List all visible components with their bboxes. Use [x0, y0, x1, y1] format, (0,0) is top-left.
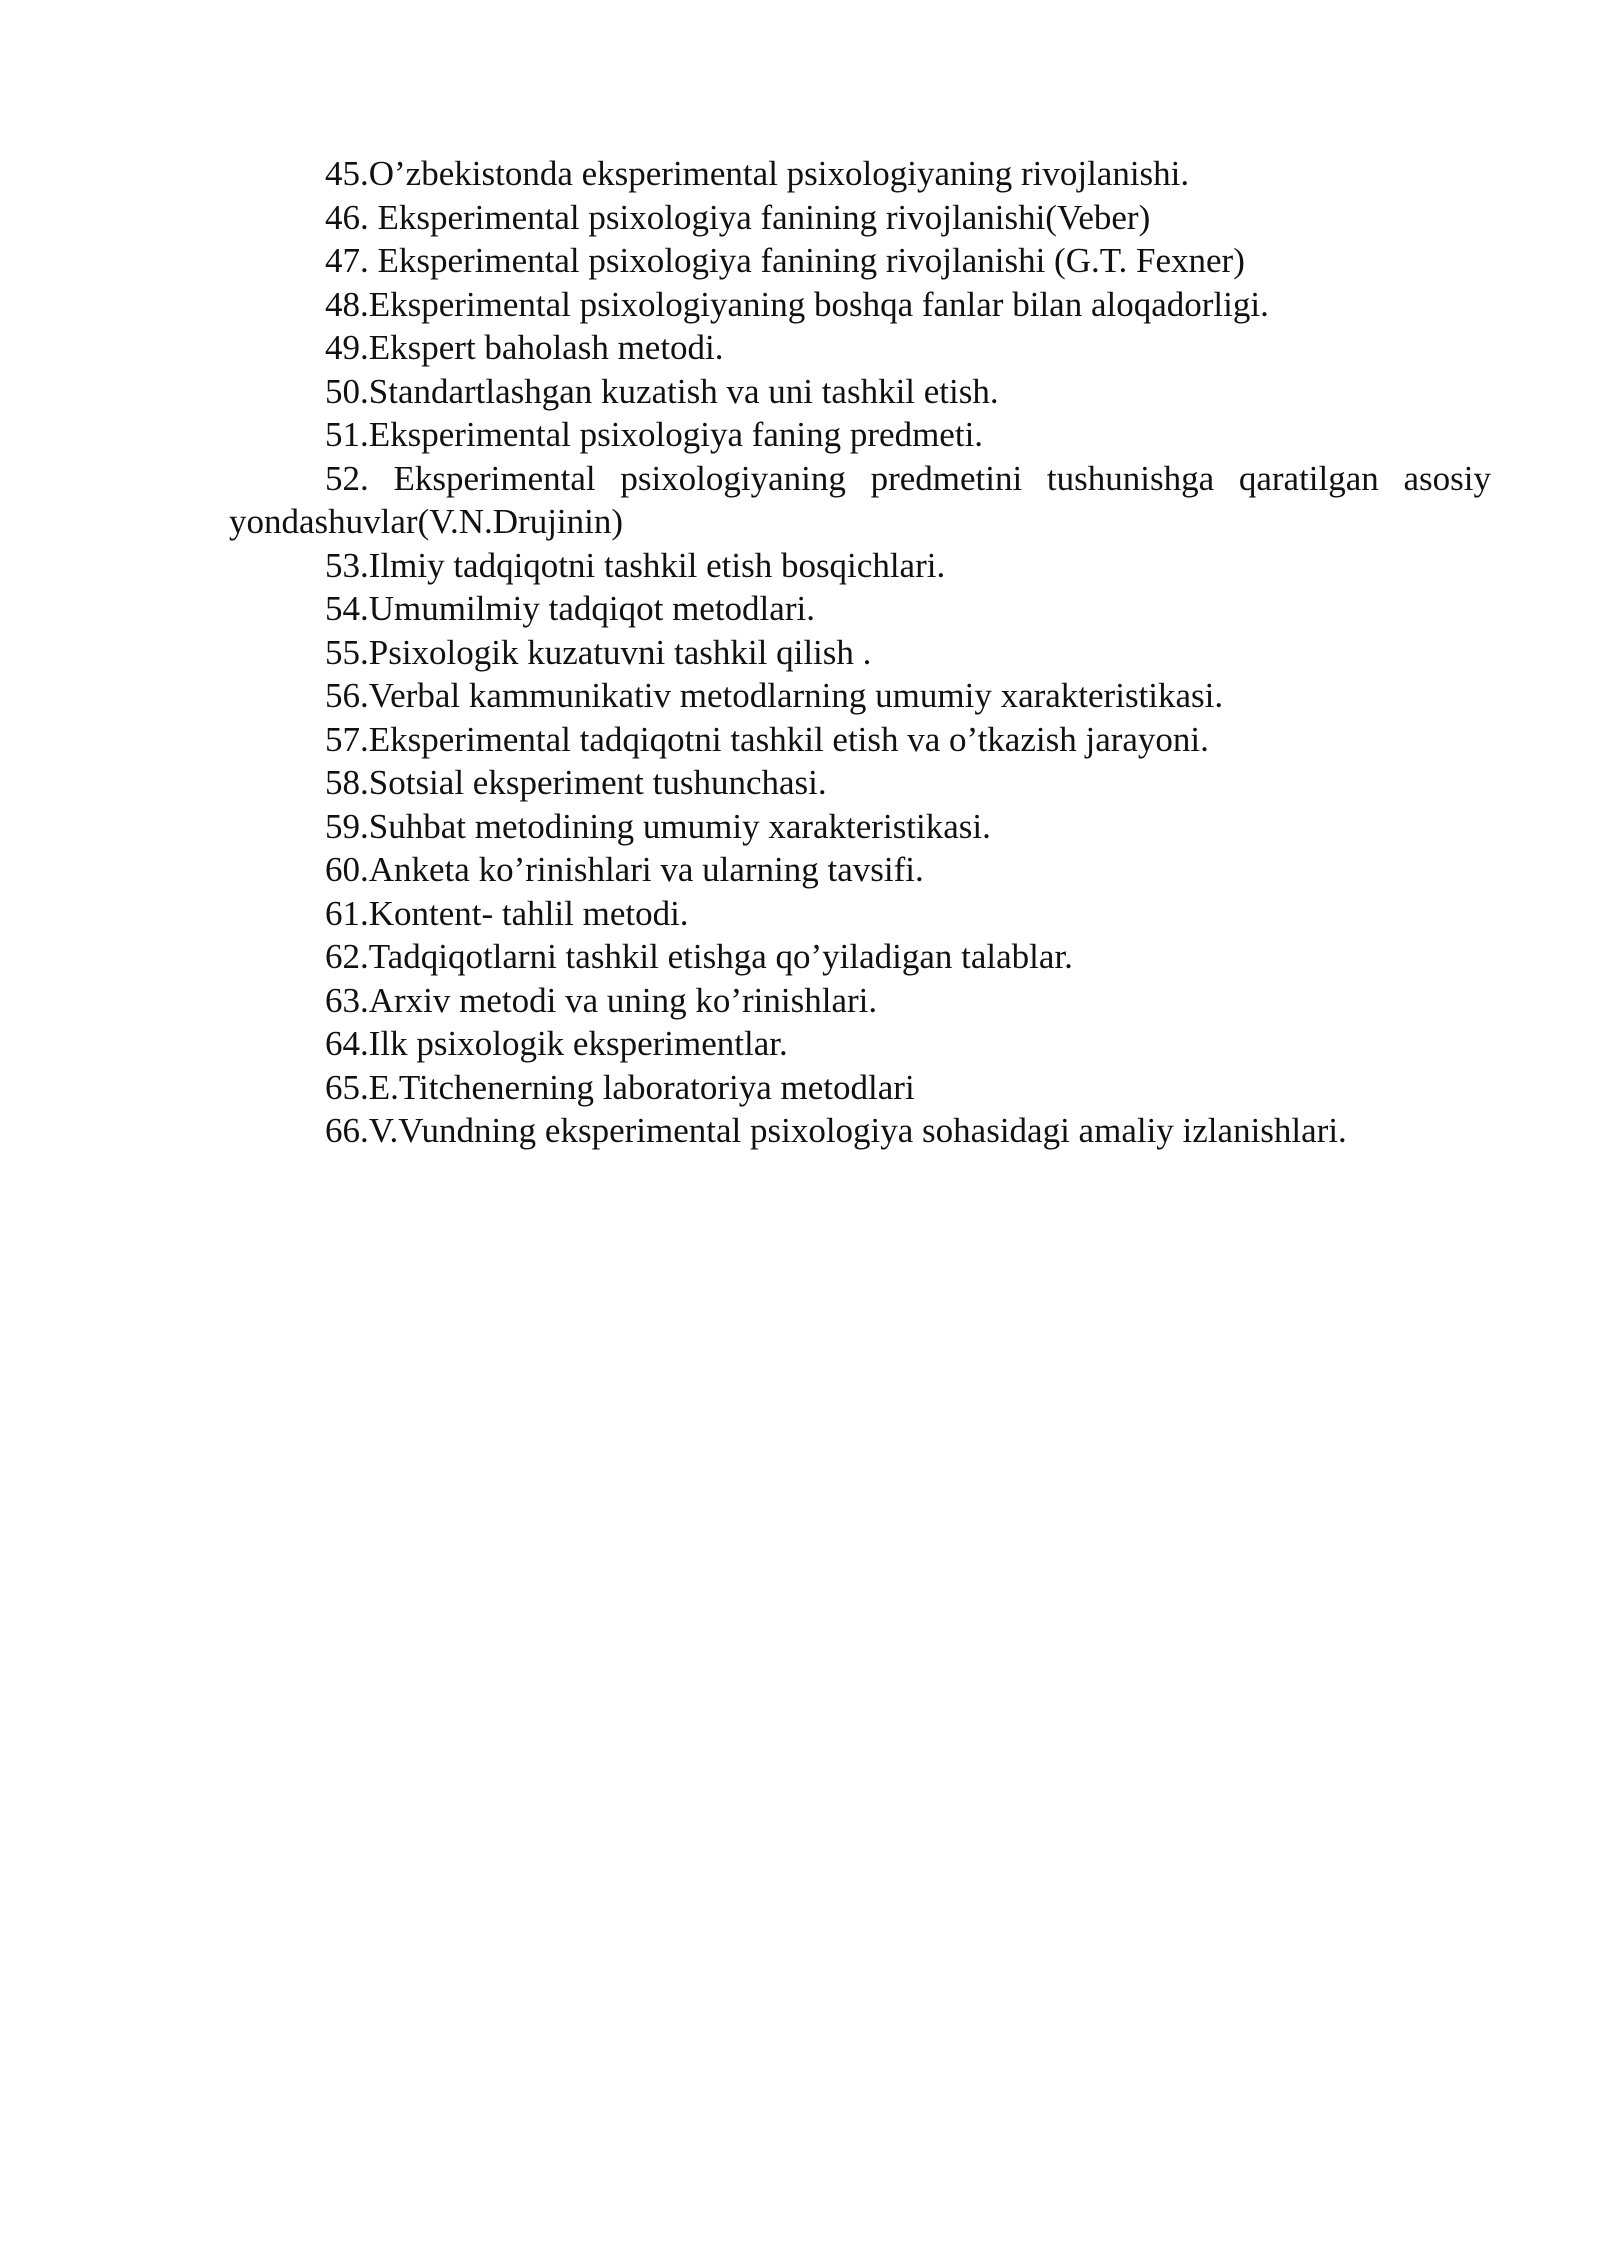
- question-item: 54.Umumilmiy tadqiqot metodlari.: [325, 589, 815, 628]
- question-item: 46. Eksperimental psixologiya fanining rivojlanishi(Veber): [325, 197, 1151, 237]
- question-item: 50.Standartlashgan kuzatish va uni tashkil etish.: [325, 371, 999, 411]
- question-item: 56.Verbal kammunikativ metodlarning umumiy xarakteristikasi.: [325, 676, 1224, 715]
- question-item: 53.Ilmiy tadqiqotni tashkil etish bosqichlari.: [325, 545, 946, 585]
- question-item: 57.Eksperimental tadqiqotni tashkil etish va o’tkazish jarayoni.: [325, 719, 1209, 759]
- question-item: 63.Arxiv metodi va uning ko’rinishlari.: [325, 980, 878, 1020]
- question-item: 48.Eksperimental psixologiyaning boshqa fanlar bilan aloqadorligi.: [325, 284, 1269, 324]
- question-item: 51.Eksperimental psixologiya faning predmeti.: [325, 415, 984, 454]
- question-item: 65.E.Titchenerning laboratoriya metodlari: [325, 1067, 915, 1107]
- question-item: 49.Ekspert baholash metodi.: [325, 328, 724, 367]
- question-item: 61.Kontent- tahlil metodi.: [325, 893, 689, 933]
- question-item: 45.O’zbekistonda eksperimental psixologiyaning rivojlanishi.: [325, 154, 1190, 193]
- question-item: 66.V.Vundning eksperimental psixologiya sohasidagi amaliy izlanishlari.: [325, 1111, 1347, 1150]
- question-item: 55.Psixologik kuzatuvni tashkil qilish .: [325, 632, 872, 672]
- question-item: 59.Suhbat metodining umumiy xarakteristikasi.: [325, 806, 991, 846]
- question-list: [229, 152, 1491, 1153]
- question-item: 60.Anketa ko’rinishlari va ularning tavsifi.: [325, 850, 924, 889]
- question-item: 52. Eksperimental psixologiyaning predmetini tushunishga qaratilgan asosiy yondashuvlar(V.N.Drujinin): [229, 458, 1491, 541]
- question-item: 58.Sotsial eksperiment tushunchasi.: [325, 763, 827, 802]
- question-item: 64.Ilk psixologik eksperimentlar.: [325, 1024, 788, 1063]
- question-item: 47. Eksperimental psixologiya fanining rivojlanishi (G.T. Fexner): [325, 241, 1245, 280]
- question-item: 62.Tadqiqotlarni tashkil etishga qo’yiladigan talablar.: [325, 937, 1073, 976]
